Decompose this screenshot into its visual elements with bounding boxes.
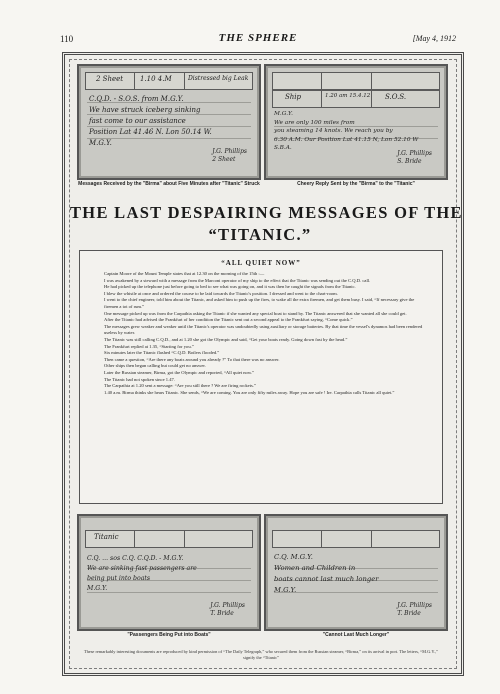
form-header-cell [184, 531, 252, 547]
form-header-text: Ship [285, 93, 302, 101]
form-header-text: Distressed big Leak [188, 75, 249, 82]
handwritten-message: C.Q.D. - S.O.S. from M.G.Y. We have struck iceberg sinking fast come to our assistance Position Lat 41.46 N. Lon 50.14 W. M.G.Y. [89, 95, 212, 147]
form-header-cell [371, 73, 439, 89]
form-header-cell [371, 531, 439, 547]
telegram-form-top-right [264, 64, 448, 180]
article-box [79, 250, 443, 504]
form-header-text: 1.10 4.M [140, 75, 172, 83]
article-paragraph: He had picked up the telephone just before going to bed to see what was going on, and it was then he caught the signals from the Titanic. [104, 284, 356, 290]
form-header-cell [134, 531, 185, 547]
caption-bottom-left: "Passengers Being Put into Boats" [127, 632, 211, 638]
caption-top-left: Messages Received by the "Birma" about Five Minutes after "Titanic" Struck [78, 181, 260, 187]
headline-line-1: THE LAST DESPAIRING MESSAGES OF THE [70, 203, 463, 222]
article-paragraph: The Titanic had not spoken since 1.47. [104, 376, 175, 382]
article-paragraph: Then came a question, “Are there any boats around you already ?” To that there was no answer. [104, 356, 280, 362]
article-paragraph: The Titanic was still calling C.Q.D., and at 1.20 she got the Olympic and said, “Get your boats ready. Going down fast by the head.” [104, 336, 348, 342]
form-header-grid [85, 530, 253, 548]
main-headline [70, 202, 463, 246]
article-paragraph: Six minutes later the Titanic flashed “C.Q.D. Boilers flooded.” [104, 350, 220, 356]
caption-bottom-right: "Cannot Last Much Longer" [322, 632, 390, 638]
operator-signature: J.G. Phillips T. Bride [397, 602, 432, 617]
issue-date: [May 4, 1912 [412, 34, 456, 43]
article-paragraph: Captain Moore of the Mount Temple states that at 12.30 on the morning of the 15th :— [104, 271, 265, 276]
article-title: “ALL QUIET NOW” [221, 259, 301, 267]
footnote: These remarkably interesting documents are reproduced by kind permission of “The Daily Telegraph,” who secured them from the Russian steamer, “Birma,” on its arrival in port. The letters, “M.G.Y.,” signify the “Titanic” [83, 649, 439, 660]
article-paragraph: After the Titanic had advised the Frankfurt of her condition the Titanic sent out a second appeal to the Frankfurt saying, “Come quick.” [104, 317, 353, 323]
form-header-cell [86, 531, 135, 547]
article-paragraph: 1.40 a.m. Birma thinks she hears Titanic. She sends, “We are coming. You are only fifty miles away. Hope you are safe ! Ire. Carpathia calls Titanic all quiet.” [104, 389, 395, 395]
form-header-cell [273, 73, 322, 89]
operator-signature: J.G. Phillips S. Bride [397, 150, 432, 165]
telegram-form-top-left [77, 64, 261, 180]
article-paragraph: The Carpathia at 1.20 sent a message: “Are you still there ? We are firing rockets.” [104, 383, 256, 389]
article-paragraph: The Frankfurt replied at 1.35, “Starting for you.” [104, 343, 194, 349]
article-paragraph: Other ships then began calling but could get no answer. [104, 363, 206, 369]
form-header-cell [273, 531, 322, 547]
form-header-cell [86, 73, 135, 89]
form-header-cell [371, 91, 439, 107]
form-header-cell [273, 91, 322, 107]
form-header-text: S.O.S. [385, 93, 407, 101]
article-paragraph: I blew the whistle at once and ordered the course to be laid towards the Titanic's position. I dressed and went to the chart-room. [104, 290, 338, 296]
form-header-cell [184, 73, 252, 89]
page-number: 110 [60, 34, 74, 44]
headline-line-2: “TITANIC.” [208, 225, 312, 244]
form-header-grid [85, 72, 253, 90]
article-paragraph: I was awakened by a steward with a message from the Marconi operator of my ship to the effect that the Titanic was sending out the C.Q.D. call. [104, 277, 371, 283]
article-body [104, 271, 426, 396]
form-header-cell [321, 91, 372, 107]
form-header-text: 2 Sheet [96, 75, 124, 83]
form-header-cell [321, 73, 372, 89]
article-paragraph: I went to the chief engineer, told him about the Titanic, and asked him to push up the fires, to wake all the extra firemen, and get them busy. I said, “If necessary give the firemen a tot of rum.” [104, 297, 415, 309]
operator-signature: J.G. Phillips T. Bride [210, 602, 245, 617]
article-paragraph: Later the Russian steamer, Birma, got the Olympic and reported, “All quiet now.” [104, 369, 255, 375]
telegram-form-bottom-right [264, 514, 448, 631]
handwritten-message: M.G.Y. We are only 100 miles from you steaming 14 knots. We reach you by 6.30 A.M. Our Position Lat 41.15 N, Lon 52.10 W S.B.A. [274, 111, 419, 151]
masthead [60, 34, 456, 46]
telegram-form-bottom-left [77, 514, 261, 631]
operator-signature: J.G. Phillips 2 Sheet [212, 148, 247, 163]
article-paragraph: The messages grew weaker and weaker until the Titanic's operator was undoubtedly using auxiliary or storage batteries. By that time the vessel's dynamos had been rendered useless by water. [104, 323, 423, 336]
form-header-text: Titanic [94, 533, 119, 541]
form-header-grid-row2 [272, 90, 440, 108]
form-header-text: 1.20 am 15.4.12 [325, 93, 371, 99]
article-paragraph: One message picked up was from the Carpathia asking the Titanic if she wanted any special boat to stand by. The Titanic answered that she wanted all she could get. [104, 310, 407, 316]
handwritten-message: C.Q. M.G.Y. Women and Children in boats cannot last much longer M.G.Y. [274, 553, 379, 594]
form-header-cell [134, 73, 185, 89]
form-header-grid [272, 72, 440, 90]
form-header-cell [321, 531, 372, 547]
publication-title: THE SPHERE [218, 32, 298, 44]
caption-top-right: Cheery Reply Sent by the "Birma" to the "Titanic" [297, 181, 415, 187]
form-header-grid [272, 530, 440, 548]
handwritten-message: C.Q. ... sos C.Q. C.Q.D. - M.G.Y. We are sinking fast passengers are being put into boats M.G.Y. [87, 555, 197, 592]
